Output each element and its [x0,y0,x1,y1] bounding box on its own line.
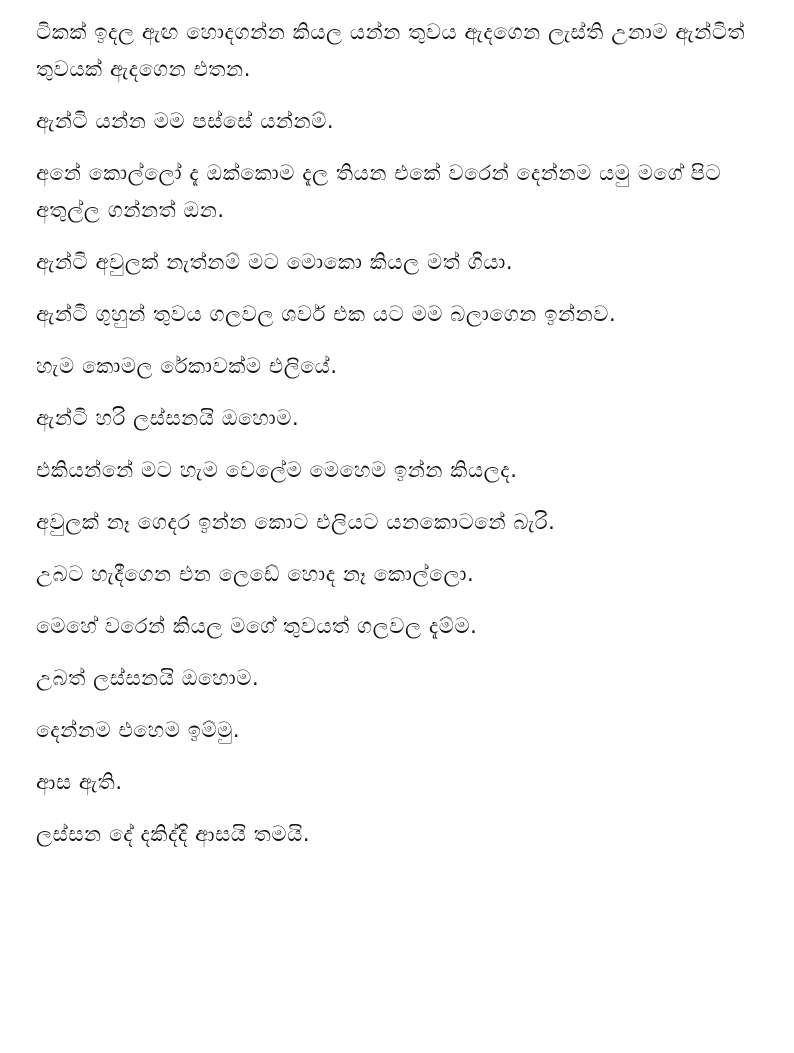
paragraph-15 [36,816,754,853]
paragraph-11 [36,608,754,645]
paragraph-13 [36,712,754,749]
paragraph-text: හැම කොමල රේකාවක්ම එලියේ. [36,354,338,378]
paragraph-12 [36,660,754,697]
paragraph-7 [36,400,754,437]
paragraph-14 [36,764,754,801]
paragraph-text: ටිකක් ඉදල ඇඟ හොදගන්න කියල යන්න තුවය ඇදගෙන ලැස්ති උනාම ඇන්ටිත් තුවයක් ඇදගෙන එතන. [36,20,746,81]
paragraph-9 [36,504,754,541]
paragraph-5 [36,296,754,333]
paragraph-text: උබට හැදීගෙන එන ලෙඩේ හොද නෑ කොල්ලො. [36,562,475,586]
paragraph-text: අනේ කොල්ලෝ දැ ඔක්කොම දැල තියන එකේ වරෙන් දෙන්නම යමු මගේ පිට අතුල්ල ගන්නත් ඔන. [36,161,722,222]
paragraph-text: අවුලක් නෑ ගෙදර ඉන්න කොට එලියට යනකොටනේ බැරි. [36,510,556,534]
paragraph-text: එකියන්නේ මට හැම වෙලේම මෙහෙම ඉන්න කියලද. [36,458,518,482]
paragraph-text: උබත් ලස්සනයි ඔහොම. [36,666,260,690]
paragraph-2 [36,103,754,140]
paragraph-text: ඇන්ටි යන්න මම පස්සේ යන්නම්. [36,109,335,133]
paragraph-text: ලස්සන දේ දකිද්දි ආසයි තමයි. [36,822,311,846]
paragraph-8 [36,452,754,489]
paragraph-text: මෙහේ වරෙන් කියල මගේ තුවයත් ගලවල දැම්ම. [36,614,478,638]
paragraph-4 [36,244,754,281]
paragraph-text: ඇන්ටි අවුලක් නැත්නම් මට මොකො කියල මත් ගියා. [36,250,514,274]
paragraph-text: දෙන්නම එහෙම ඉම්මු. [36,718,241,742]
paragraph-text: ආස ඇති. [36,770,123,794]
paragraph-text: ඇන්ටි හරි ලස්සනයි ඔහොම. [36,406,300,430]
paragraph-10 [36,556,754,593]
paragraph-3 [36,155,754,229]
paragraph-1 [36,14,754,88]
paragraph-text: ඇන්ටි ගුහුන් තුවය ගලවල ශවර් එක යට මම බලාගෙන ඉන්නව. [36,302,617,326]
paragraph-6 [36,348,754,385]
